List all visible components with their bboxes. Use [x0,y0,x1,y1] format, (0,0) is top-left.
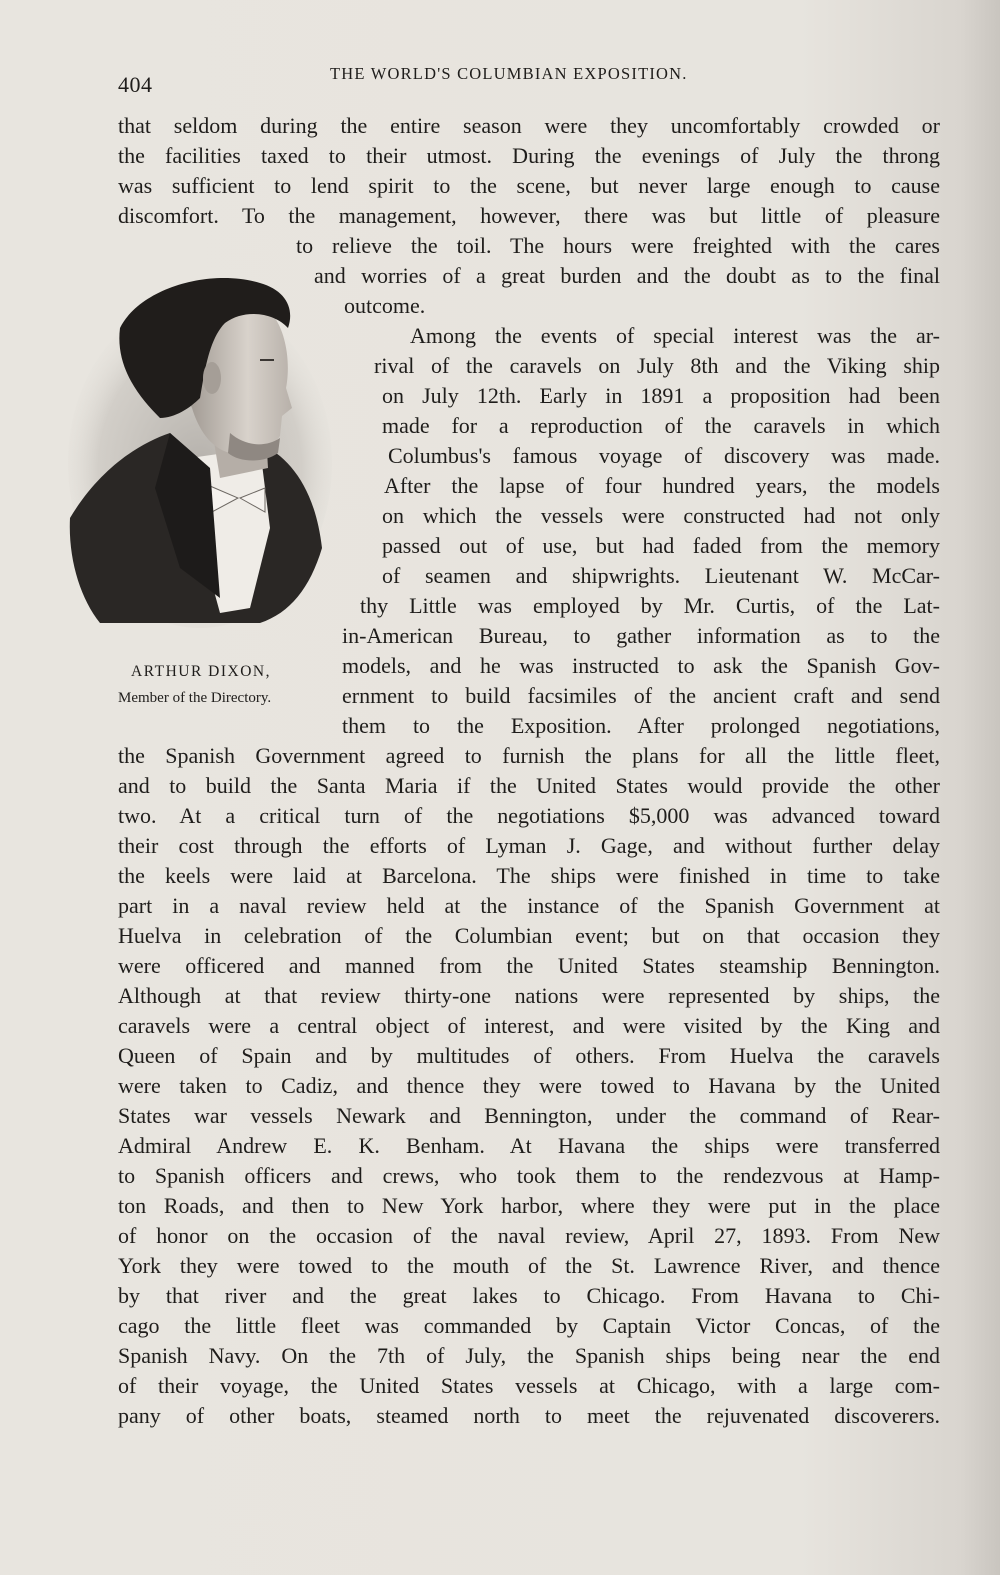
text-line: Spanish Navy. On the 7th of July, the Spanish ships being near the end [118,1343,940,1368]
text-line: States war vessels Newark and Bennington, under the command of Rear- [118,1103,940,1128]
text-line: After the lapse of four hundred years, the models [384,473,940,498]
text-line: outcome. [344,293,426,318]
text-line: ernment to build facsimiles of the ancient craft and send [342,683,940,708]
text-line: the facilities taxed to their utmost. During the evenings of July the throng [118,143,940,168]
text-line: York they were towed to the mouth of the St. Lawrence River, and thence [118,1253,940,1278]
text-line: pany of other boats, steamed north to meet the rejuvenated discoverers. [118,1403,940,1428]
text-line: and worries of a great burden and the doubt as to the final [314,263,940,288]
running-head: THE WORLD'S COLUMBIAN EXPOSITION. [330,64,688,83]
text-line: the keels were laid at Barcelona. The ships were finished in time to take [118,863,940,888]
text-line: and to build the Santa Maria if the United States would provide the other [118,773,940,798]
text-line: on which the vessels were constructed had not only [382,503,940,528]
text-line: Although at that review thirty-one nations were represented by ships, the [118,983,940,1008]
text-line: passed out of use, but had faded from the memory [382,533,940,558]
text-line: part in a naval review held at the instance of the Spanish Government at [118,893,940,918]
text-line: thy Little was employed by Mr. Curtis, of the Lat- [360,593,940,618]
figure-caption-name: ARTHUR DIXON, [131,663,271,680]
text-line: in-American Bureau, to gather information as to the [342,623,940,648]
text-line: their cost through the efforts of Lyman J. Gage, and without further delay [118,833,940,858]
text-line: Queen of Spain and by multitudes of others. From Huelva the caravels [118,1043,940,1068]
page-number: 404 [118,72,153,97]
text-line: made for a reproduction of the caravels in which [382,413,940,438]
text-line: Admiral Andrew E. K. Benham. At Havana the ships were transferred [118,1133,940,1158]
text-line: on July 12th. Early in 1891 a proposition had been [382,383,940,408]
text-line: models, and he was instructed to ask the Spanish Gov- [342,653,940,678]
text-line: by that river and the great lakes to Chicago. From Havana to Chi- [118,1283,940,1308]
text-line: of seamen and shipwrights. Lieutenant W. McCar- [382,563,940,588]
text-line: of their voyage, the United States vessels at Chicago, with a large com- [118,1373,940,1398]
text-line: Huelva in celebration of the Columbian event; but on that occasion they [118,923,940,948]
text-line: ton Roads, and then to New York harbor, where they were put in the place [118,1193,940,1218]
text-line: the Spanish Government agreed to furnish the plans for all the little fleet, [118,743,940,768]
text-line: caravels were a central object of interest, and were visited by the King and [118,1013,940,1038]
text-line: cago the little fleet was commanded by Captain Victor Concas, of the [118,1313,940,1338]
text-line: rival of the caravels on July 8th and the Viking ship [374,353,940,378]
text-line: discomfort. To the management, however, there was but little of pleasure [118,203,940,228]
text-line: Among the events of special interest was the ar- [410,323,940,348]
figure-caption-role: Member of the Directory. [118,690,272,706]
text-line: to Spanish officers and crews, who took them to the rendezvous at Hamp- [118,1163,940,1188]
text-line: of honor on the occasion of the naval review, April 27, 1893. From New [118,1223,940,1248]
page-header [118,60,942,97]
text-line: was sufficient to lend spirit to the scene, but never large enough to cause [118,173,940,198]
text-line: two. At a critical turn of the negotiations $5,000 was advanced toward [118,803,940,828]
text-line: to relieve the toil. The hours were freighted with the cares [296,233,940,258]
text-line: were officered and manned from the United States steamship Bennington. [118,953,940,978]
text-line: Columbus's famous voyage of discovery was made. [388,443,940,468]
text-line: that seldom during the entire season were they uncomfortably crowded or [118,113,940,138]
text-line: were taken to Cadiz, and thence they were towed to Havana by the United [118,1073,940,1098]
text-line: them to the Exposition. After prolonged negotiations, [342,713,940,738]
portrait-illustration [60,268,332,628]
